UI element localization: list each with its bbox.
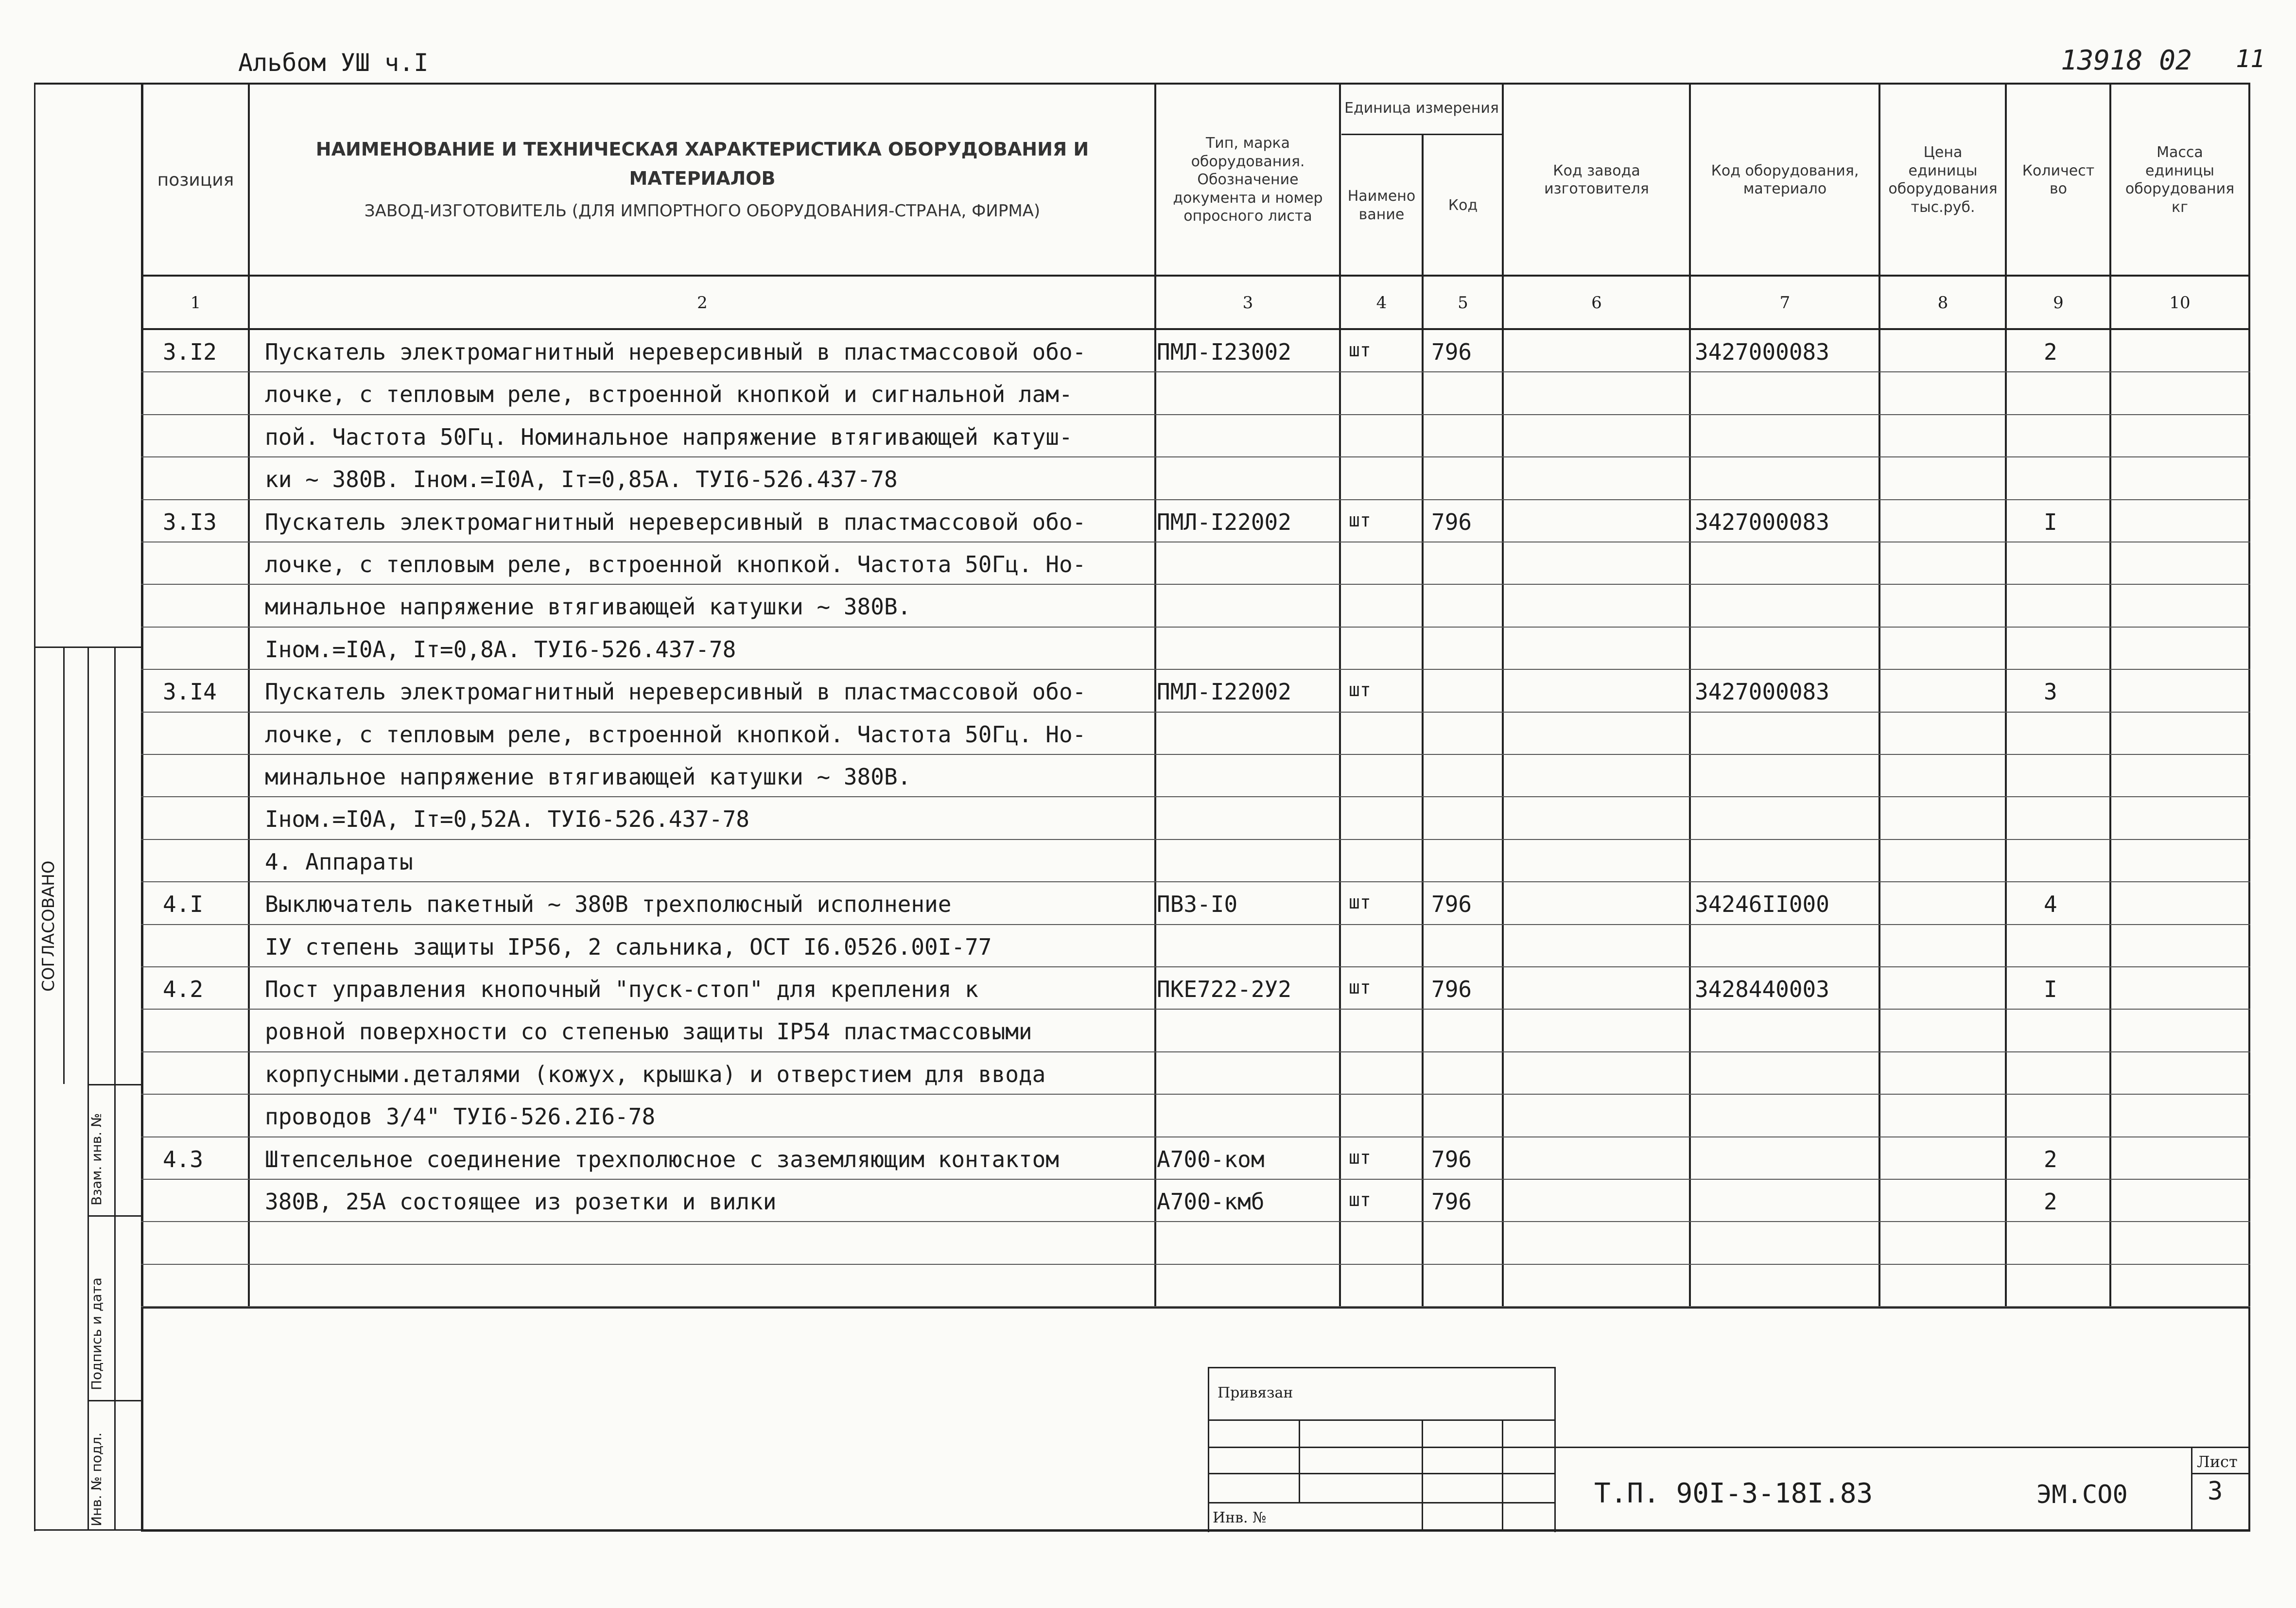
- album-label: Альбом УШ ч.I: [238, 49, 429, 77]
- row-description: пой. Частота 50Гц. Номинальное напряжение втягивающей катуш-: [265, 424, 1073, 450]
- header-unit-name: Наименование: [1347, 188, 1416, 223]
- row-unit: шт: [1349, 1147, 1371, 1168]
- row-separator: [141, 966, 2250, 967]
- stamp-vline-1: [1299, 1419, 1300, 1503]
- row-type-mark: ПМЛ-I23002: [1157, 339, 1291, 365]
- row-description: корпусными.деталями (кожух, крышка) и отверстием для ввода: [265, 1061, 1046, 1087]
- row-separator: [141, 839, 2250, 840]
- row-description: Пускатель электромагнитный нереверсивный в пластмассовой обо-: [265, 339, 1086, 365]
- side-divider-2: [87, 647, 89, 1529]
- row-description: лочке, с тепловым реле, встроенной кнопкой и сигнальной лам-: [265, 381, 1073, 407]
- sheet-handwritten-number: 11: [2236, 45, 2265, 73]
- sheet-handwritten-mark: 13918 02: [2061, 45, 2192, 76]
- side-inv-replace-label: Взам. инв. №: [88, 1113, 104, 1206]
- row-separator: [141, 371, 2250, 372]
- header-bottom-line: [141, 275, 2250, 277]
- row-unit: шт: [1349, 977, 1371, 998]
- row-separator: [141, 1009, 2250, 1010]
- stamp-line-2: [1208, 1447, 2250, 1448]
- row-unit-code: 796: [1431, 976, 1472, 1002]
- row-position: 3.I2: [163, 339, 217, 365]
- col-line-6: [1689, 83, 1691, 1308]
- col-line-2: [1154, 83, 1156, 1308]
- row-separator: [141, 1264, 2250, 1265]
- row-equip-code: 34246II000: [1695, 891, 1829, 917]
- colnum-1: 1: [190, 293, 201, 313]
- row-type-mark: ПМЛ-I22002: [1157, 509, 1291, 535]
- col-line-3: [1339, 83, 1341, 1308]
- row-separator: [141, 1094, 2250, 1095]
- row-separator: [141, 414, 2250, 415]
- row-equip-code: 3427000083: [1695, 509, 1829, 535]
- side-sign-date-label: Подпись и дата: [88, 1277, 104, 1390]
- row-unit-code: 796: [1431, 509, 1472, 535]
- header-type: Тип, марка оборудования. Обозначение документа и номер опросного листа: [1173, 135, 1323, 225]
- row-description: Пускатель электромагнитный нереверсивный в пластмассовой обо-: [265, 509, 1086, 535]
- header-name-line3: ЗАВОД-ИЗГОТОВИТЕЛЬ (ДЛЯ ИМПОРТНОГО ОБОРУДОВАНИЯ-СТРАНА, ФИРМА): [364, 201, 1041, 221]
- row-separator: [141, 712, 2250, 713]
- row-description: лочке, с тепловым реле, встроенной кнопкой. Частота 50Гц. Но-: [265, 551, 1086, 577]
- stamp-sheet-vline: [2191, 1447, 2192, 1532]
- row-unit-code: 796: [1431, 891, 1472, 917]
- row-position: 3.I4: [163, 679, 217, 705]
- row-separator: [141, 499, 2250, 500]
- row-unit: шт: [1349, 509, 1371, 531]
- row-quantity: I: [2044, 509, 2057, 535]
- row-description: 380В, 25А состоящее из розетки и вилки: [265, 1189, 777, 1215]
- side-hline-3: [87, 1400, 141, 1401]
- row-description: Пускатель электромагнитный нереверсивный в пластмассовой обо-: [265, 679, 1086, 705]
- row-unit: шт: [1349, 891, 1371, 913]
- row-unit: шт: [1349, 1189, 1371, 1210]
- colnum-bottom-line: [141, 328, 2250, 330]
- side-hline-2: [87, 1215, 141, 1217]
- row-unit-code: 796: [1431, 1146, 1472, 1172]
- side-divider-3: [114, 647, 116, 1529]
- row-separator: [141, 1221, 2250, 1222]
- row-description: 4. Аппараты: [265, 849, 413, 875]
- frame-right: [2248, 83, 2250, 1531]
- row-quantity: 2: [2044, 339, 2057, 365]
- row-separator: [141, 754, 2250, 755]
- row-quantity: 2: [2044, 1146, 2057, 1172]
- row-quantity: 3: [2044, 679, 2057, 705]
- side-divider-1: [63, 647, 65, 1084]
- colnum-7: 7: [1779, 293, 1791, 313]
- row-quantity: 4: [2044, 891, 2057, 917]
- colnum-3: 3: [1242, 293, 1253, 313]
- side-strip-bottom: [34, 1529, 141, 1531]
- row-separator: [141, 627, 2250, 628]
- row-separator: [141, 1136, 2250, 1137]
- stamp-top: [1208, 1367, 1555, 1368]
- colnum-6: 6: [1591, 293, 1602, 313]
- row-type-mark: ПВЗ-I0: [1157, 891, 1238, 917]
- row-description: Пост управления кнопочный "пуск-стоп" для крепления к: [265, 976, 978, 1002]
- frame-top: [34, 83, 2250, 85]
- colnum-8: 8: [1937, 293, 1948, 313]
- colnum-4: 4: [1376, 293, 1387, 313]
- row-separator: [141, 669, 2250, 670]
- row-separator: [141, 924, 2250, 925]
- frame-left-outer: [34, 83, 35, 1531]
- header-unit-code: Код: [1448, 196, 1478, 214]
- row-unit-code: 796: [1431, 339, 1472, 365]
- stamp-vline-3: [1502, 1419, 1503, 1531]
- col-line-4: [1422, 134, 1424, 1308]
- stamp-right: [1554, 1367, 1556, 1532]
- header-maker-code: Код завода изготовителя: [1544, 162, 1649, 197]
- sheet-label: Лист: [2197, 1452, 2238, 1471]
- row-equip-code: 3427000083: [1695, 679, 1829, 705]
- stamp-vline-2: [1422, 1419, 1423, 1531]
- row-unit: шт: [1349, 679, 1371, 700]
- row-separator: [141, 881, 2250, 882]
- row-position: 4.3: [163, 1146, 204, 1172]
- stamp-sheet-hline: [2191, 1473, 2250, 1474]
- stamp-attached-label: Привязан: [1218, 1384, 1293, 1401]
- row-separator: [141, 584, 2250, 585]
- row-description: Выключатель пакетный ~ 380В трехполюсный исполнение: [265, 891, 952, 917]
- header-unit: Единица измерения: [1344, 99, 1499, 117]
- row-description: Iном.=I0А, Iт=0,52А. ТУI6-526.437-78: [265, 806, 749, 832]
- row-unit: шт: [1349, 339, 1371, 361]
- row-separator: [141, 456, 2250, 457]
- row-description: ровной поверхности со степенью защиты IP54 пластмассовыми: [265, 1018, 1032, 1045]
- row-description: минальное напряжение втягивающей катушки ~ 380В.: [265, 764, 911, 790]
- side-agreed-label: СОГЛАСОВАНО: [39, 860, 58, 992]
- header-price: Цена единицы оборудования тыс.руб.: [1888, 144, 1998, 216]
- stamp-left: [1208, 1367, 1209, 1532]
- side-inv-orig-label: Инв. № подл.: [88, 1432, 104, 1526]
- stamp-inv-label: Инв. №: [1213, 1509, 1267, 1526]
- row-separator: [141, 1306, 2250, 1307]
- header-mass: Масса единицы оборудования кг: [2125, 144, 2235, 216]
- header-position: позиция: [157, 170, 234, 190]
- row-position: 3.I3: [163, 509, 217, 535]
- row-position: 4.2: [163, 976, 204, 1002]
- colnum-5: 5: [1458, 293, 1468, 313]
- row-quantity: 2: [2044, 1189, 2057, 1215]
- col-line-8: [2005, 83, 2007, 1308]
- header-name-line1: НАИМЕНОВАНИЕ И ТЕХНИЧЕСКАЯ ХАРАКТЕРИСТИКА ОБОРУДОВАНИЯ И: [315, 139, 1089, 160]
- col-line-9: [2109, 83, 2111, 1308]
- document-code: Т.П. 90I-3-18I.83: [1594, 1478, 1873, 1509]
- header-qty: Количество: [2022, 162, 2095, 197]
- row-separator: [141, 796, 2250, 797]
- row-description: IУ степень защиты IP56, 2 сальника, ОСТ I6.0526.00I-77: [265, 934, 992, 960]
- colnum-9: 9: [2053, 293, 2064, 313]
- row-description: Iном.=I0А, Iт=0,8А. ТУI6-526.437-78: [265, 636, 736, 663]
- header-name: [250, 85, 1154, 275]
- header-name-line2: МАТЕРИАЛОВ: [629, 167, 776, 189]
- row-type-mark: А700-ком: [1157, 1146, 1265, 1172]
- row-description: лочке, с тепловым реле, встроенной кнопкой. Частота 50Гц. Но-: [265, 721, 1086, 748]
- row-position: 4.I: [163, 891, 204, 917]
- row-description: ки ~ 380В. Iном.=I0А, Iт=0,85А. ТУI6-526.437-78: [265, 466, 898, 492]
- row-separator: [141, 1051, 2250, 1052]
- row-unit-code: 796: [1431, 1189, 1472, 1215]
- row-type-mark: ПМЛ-I22002: [1157, 679, 1291, 705]
- row-quantity: I: [2044, 976, 2057, 1002]
- colnum-10: 10: [2169, 293, 2191, 313]
- row-separator: [141, 1179, 2250, 1180]
- col-line-1: [248, 83, 250, 1308]
- row-description: проводов 3/4" ТУI6-526.2I6-78: [265, 1103, 656, 1130]
- row-description: минальное напряжение втягивающей катушки ~ 380В.: [265, 594, 911, 620]
- row-equip-code: 3428440003: [1695, 976, 1829, 1002]
- colnum-2: 2: [697, 293, 708, 313]
- col-line-5: [1502, 83, 1504, 1308]
- row-description: Штепсельное соединение трехполюсное с заземляющим контактом: [265, 1146, 1059, 1172]
- document-mark: ЭМ.СО0: [2036, 1480, 2128, 1509]
- row-type-mark: А700-кмб: [1157, 1189, 1265, 1215]
- frame-bottom: [141, 1529, 2250, 1532]
- row-type-mark: ПКЕ722-2У2: [1157, 976, 1291, 1002]
- side-hline-1: [87, 1084, 141, 1085]
- header-equip-code: Код оборудования, материало: [1711, 162, 1859, 197]
- col-line-7: [1879, 83, 1880, 1308]
- row-equip-code: 3427000083: [1695, 339, 1829, 365]
- sheet-number: 3: [2208, 1477, 2223, 1506]
